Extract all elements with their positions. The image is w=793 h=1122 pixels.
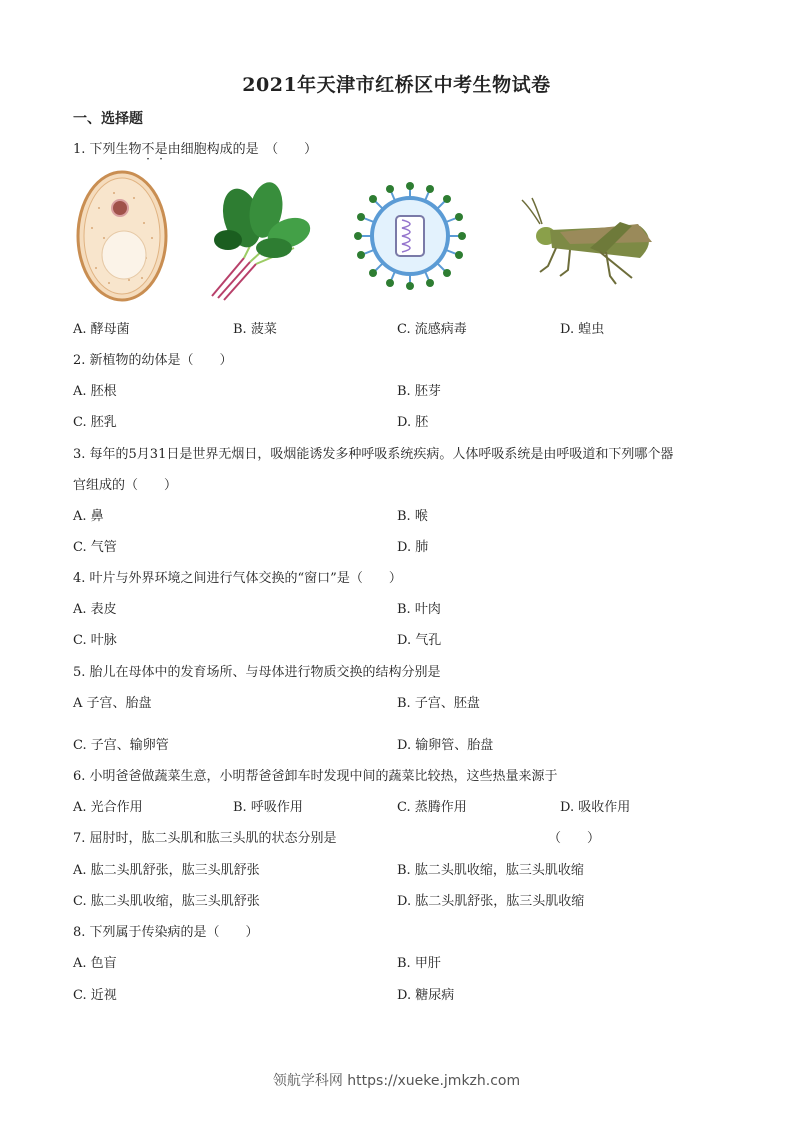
q4-option-d[interactable]: D. 气孔 bbox=[397, 633, 442, 648]
footer-watermark[interactable]: 领航学科网 https://xueke.jmkzh.com bbox=[272, 1073, 521, 1089]
q7-option-c[interactable]: C. 肱二头肌收缩，肱三头肌舒张 bbox=[73, 894, 260, 909]
q7-option-a[interactable]: A. 肱二头肌舒张，肱三头肌舒张 bbox=[73, 863, 260, 878]
q8-option-b[interactable]: B. 甲肝 bbox=[397, 956, 441, 971]
q8-option-d[interactable]: D. 糖尿病 bbox=[397, 988, 455, 1003]
q2-option-c[interactable]: C. 胚乳 bbox=[73, 415, 117, 430]
q4-option-c[interactable]: C. 叶脉 bbox=[73, 633, 117, 648]
q5-option-c[interactable]: C. 子宫、输卵管 bbox=[73, 738, 169, 753]
question-6-stem: 6. 小明爸爸做蔬菜生意，小明帮爸爸卸车时发现中间的蔬菜比较热，这些热量来源于 bbox=[73, 769, 558, 784]
q1-option-d[interactable]: D. 蝗虫 bbox=[560, 322, 605, 337]
question-3-stem-line2: 官组成的（ ） bbox=[73, 478, 178, 493]
q2-option-b[interactable]: B. 胚芽 bbox=[397, 384, 441, 399]
q3-option-c[interactable]: C. 气管 bbox=[73, 540, 117, 555]
q3-option-a[interactable]: A. 鼻 bbox=[73, 509, 104, 524]
q7-option-b[interactable]: B. 肱二头肌收缩，肱三头肌收缩 bbox=[397, 863, 584, 878]
page-title: 2021年天津市红桥区中考生物试卷 bbox=[242, 74, 551, 96]
q7-option-d[interactable]: D. 肱二头肌舒张，肱三头肌收缩 bbox=[397, 894, 585, 909]
question-3-stem-line1: 3. 每年的5月31日是世界无烟日，吸烟能诱发多种呼吸系统疾病。人体呼吸系统是由呼吸道和下列哪个器 bbox=[73, 447, 674, 462]
question-4-stem: 4. 叶片与外界环境之间进行气体交换的“窗口”是（ ） bbox=[73, 571, 402, 586]
question-1-stem: 1. 下列生物不是由细胞构成的是 （ ） bbox=[73, 142, 318, 157]
question-7-stem: 7. 屈肘时，肱二头肌和肱三头肌的状态分别是 bbox=[73, 831, 337, 846]
q5-option-d[interactable]: D. 输卵管、胎盘 bbox=[397, 738, 494, 753]
q3-option-b[interactable]: B. 喉 bbox=[397, 509, 428, 524]
grasshopper-image bbox=[520, 196, 660, 288]
question-5-stem: 5. 胎儿在母体中的发育场所、与母体进行物质交换的结构分别是 bbox=[73, 665, 441, 680]
q8-option-c[interactable]: C. 近视 bbox=[73, 988, 117, 1003]
q6-option-b[interactable]: B. 呼吸作用 bbox=[233, 800, 303, 815]
q1-option-c[interactable]: C. 流感病毒 bbox=[397, 322, 467, 337]
q4-option-a[interactable]: A. 表皮 bbox=[73, 602, 117, 617]
yeast-cell-image bbox=[74, 168, 170, 304]
question-8-stem: 8. 下列属于传染病的是（ ） bbox=[73, 925, 259, 940]
q5-option-b[interactable]: B. 子宫、胚盘 bbox=[397, 696, 480, 711]
q6-option-d[interactable]: D. 吸收作用 bbox=[560, 800, 631, 815]
q2-option-a[interactable]: A. 胚根 bbox=[73, 384, 117, 399]
q6-option-a[interactable]: A. 光合作用 bbox=[73, 800, 143, 815]
q6-option-c[interactable]: C. 蒸腾作用 bbox=[397, 800, 467, 815]
q5-option-a[interactable]: A 子宫、胎盘 bbox=[73, 696, 152, 711]
q8-option-a[interactable]: A. 色盲 bbox=[73, 956, 117, 971]
spinach-image bbox=[204, 178, 316, 302]
influenza-virus-image bbox=[350, 182, 470, 290]
section-heading: 一、选择题 bbox=[73, 111, 143, 127]
q4-option-b[interactable]: B. 叶肉 bbox=[397, 602, 441, 617]
q3-option-d[interactable]: D. 肺 bbox=[397, 540, 429, 555]
question-2-stem: 2. 新植物的幼体是（ ） bbox=[73, 353, 233, 368]
q1-option-b[interactable]: B. 菠菜 bbox=[233, 322, 277, 337]
q2-option-d[interactable]: D. 胚 bbox=[397, 415, 429, 430]
question-7-answer-paren: （ ） bbox=[548, 831, 601, 846]
q1-option-a[interactable]: A. 酵母菌 bbox=[73, 322, 130, 337]
